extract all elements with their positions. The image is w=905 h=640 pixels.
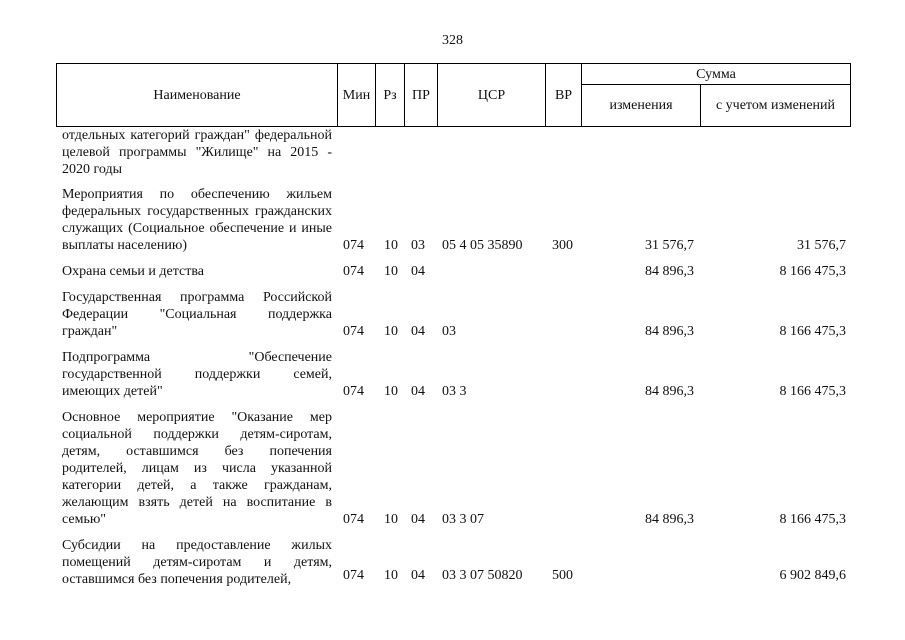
header-name: Наименование — [153, 87, 241, 103]
row-change: 31 576,7 — [645, 238, 694, 253]
row-change: 84 896,3 — [645, 384, 694, 399]
row-rz: 10 — [384, 264, 398, 279]
row-vr: 500 — [552, 568, 573, 583]
row-name: Мероприятия по обеспечению жильем федеральных государственных гражданских служащих (Социальное обеспечение и иные выплаты населению) — [62, 187, 332, 253]
row-rz: 10 — [384, 568, 398, 583]
header-vr: ВР — [554, 87, 573, 103]
header-rz: Рз — [383, 87, 397, 103]
row-pr: 04 — [411, 324, 425, 339]
row-pr: 03 — [411, 238, 425, 253]
row-min: 074 — [343, 384, 364, 399]
row-change: 84 896,3 — [645, 264, 694, 279]
row-pr: 04 — [411, 384, 425, 399]
header-sum: Сумма — [696, 66, 736, 82]
row-pr: 04 — [411, 568, 425, 583]
row-with-change: 8 166 475,3 — [779, 264, 846, 279]
row-csr: 03 3 07 — [442, 512, 484, 527]
row-with-change: 6 902 849,6 — [779, 568, 846, 583]
row-with-change: 8 166 475,3 — [779, 384, 846, 399]
row-csr: 03 3 — [442, 384, 467, 399]
header-csr: ЦСР — [477, 87, 506, 103]
row-name: Подпрограмма "Обеспечение государственной поддержки семей, имеющих детей" — [62, 350, 332, 399]
row-min: 074 — [343, 568, 364, 583]
row-min: 074 — [343, 264, 364, 279]
page-number: 328 — [442, 33, 463, 48]
row-rz: 10 — [384, 384, 398, 399]
row-min: 074 — [343, 512, 364, 527]
row-vr: 300 — [552, 238, 573, 253]
row-csr: 03 — [442, 324, 456, 339]
row-name: Охрана семьи и детства — [62, 264, 204, 279]
row-with-change: 31 576,7 — [797, 238, 846, 253]
row-rz: 10 — [384, 238, 398, 253]
row-min: 074 — [343, 238, 364, 253]
row-name: Государственная программа Российской Федерации "Социальная поддержка граждан" — [62, 290, 332, 339]
row-name: отдельных категорий граждан" федеральной целевой программы "Жилище" на 2015 - 2020 годы — [62, 128, 332, 177]
row-min: 074 — [343, 324, 364, 339]
row-csr: 05 4 05 35890 — [442, 238, 523, 253]
row-change: 84 896,3 — [645, 512, 694, 527]
row-pr: 04 — [411, 264, 425, 279]
header-with-change: с учетом изменений — [715, 98, 836, 113]
header-change: изменения — [609, 98, 673, 113]
row-rz: 10 — [384, 512, 398, 527]
row-rz: 10 — [384, 324, 398, 339]
row-pr: 04 — [411, 512, 425, 527]
row-with-change: 8 166 475,3 — [779, 324, 846, 339]
row-name: Субсидии на предоставление жилых помещений детям-сиротам и детям, оставшимся без попечения родителей, — [62, 538, 332, 587]
row-csr: 03 3 07 50820 — [442, 568, 523, 583]
header-pr: ПР — [412, 87, 430, 103]
row-name: Основное мероприятие "Оказание мер социальной поддержки детям-сиротам, детям, оставшимся без попечения родителей, лицам из числа указанной категории детей, а также гражданам, желающим взять детей на воспитание в семью" — [62, 410, 332, 527]
row-with-change: 8 166 475,3 — [779, 512, 846, 527]
row-change: 84 896,3 — [645, 324, 694, 339]
header-min: Мин — [342, 87, 371, 103]
